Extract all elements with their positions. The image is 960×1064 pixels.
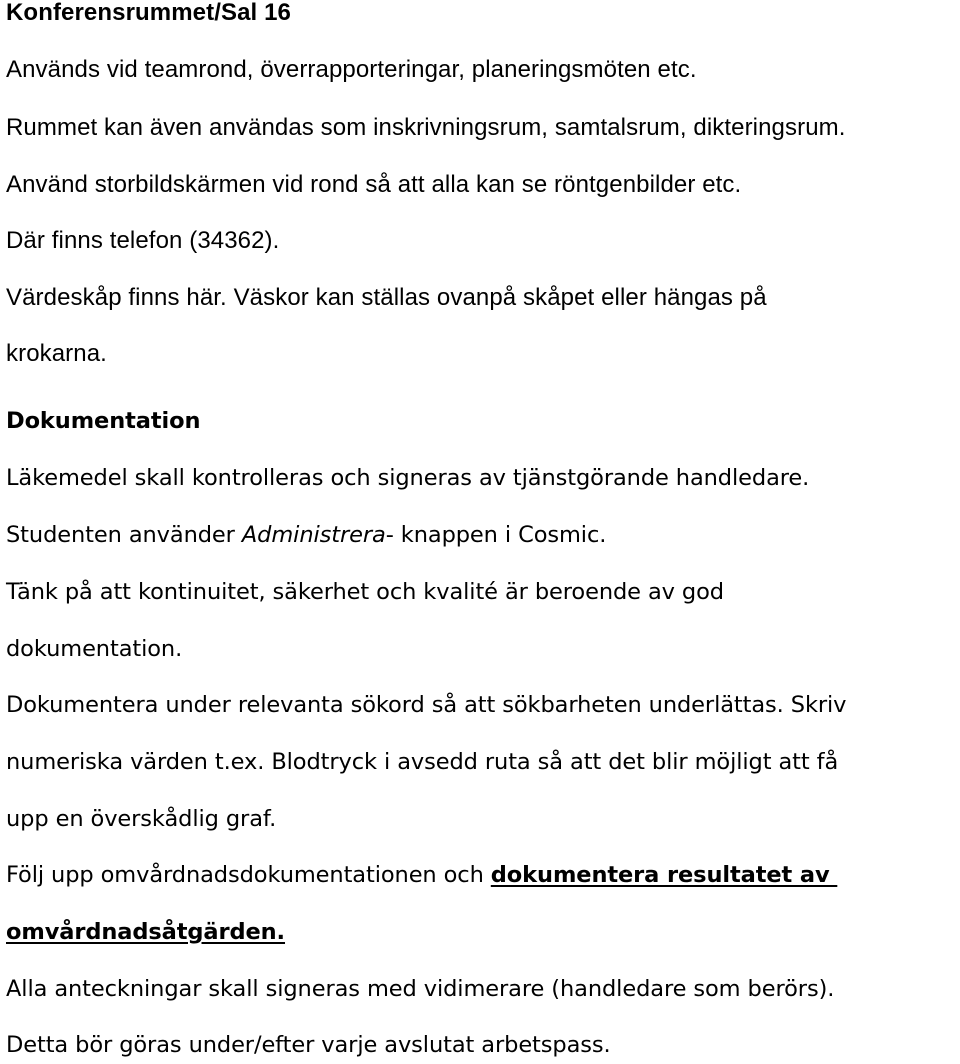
body-text-line: Detta bör göras under/efter varje avslutat arbetspass. (6, 1032, 611, 1058)
body-text-line: numeriska värden t.ex. Blodtryck i avsedd ruta så att det blir möjligt att få (6, 749, 839, 775)
body-text-line: Alla anteckningar skall signeras med vidimerare (handledare som berörs). (6, 976, 835, 1002)
body-text-line: Värdeskåp finns här. Väskor kan ställas ovanpå skåpet eller hängas på (6, 284, 767, 311)
section-heading-dokumentation: Dokumentation (6, 408, 201, 434)
body-text-line: dokumentation. (6, 636, 183, 662)
body-text-segment: Studenten använder (6, 522, 242, 548)
body-text-line: Rummet kan även användas som inskrivningsrum, samtalsrum, dikteringsrum. (6, 114, 846, 141)
body-text-line: upp en överskådlig graf. (6, 806, 277, 832)
underlined-emphasis: omvårdnadsåtgärden. (6, 919, 286, 945)
body-text-line: Använd storbildskärmen vid rond så att alla kan se röntgenbilder etc. (6, 171, 742, 198)
body-text-line (6, 520, 606, 550)
body-text-line: krokarna. (6, 340, 107, 367)
body-text-line: Dokumentera under relevanta sökord så att sökbarheten underlättas. Skriv (6, 692, 847, 718)
underlined-emphasis: dokumentera resultatet av (490, 862, 838, 888)
body-text-line: Läkemedel skall kontrolleras och signeras av tjänstgörande handledare. (6, 465, 810, 491)
emphasized-term: Administrera (241, 522, 386, 548)
body-text-line: Där finns telefon (34362). (6, 227, 280, 254)
body-text-segment: Följ upp omvårdnadsdokumentationen och (6, 862, 491, 888)
body-text-line (6, 860, 837, 890)
body-text-line: Tänk på att kontinuitet, säkerhet och kvalité är beroende av god (6, 579, 724, 605)
section-heading-konferensrummet: Konferensrummet/Sal 16 (6, 0, 291, 26)
body-text-line: Används vid teamrond, överrapporteringar, planeringsmöten etc. (6, 56, 697, 83)
body-text-segment: - knappen i Cosmic. (385, 522, 607, 548)
